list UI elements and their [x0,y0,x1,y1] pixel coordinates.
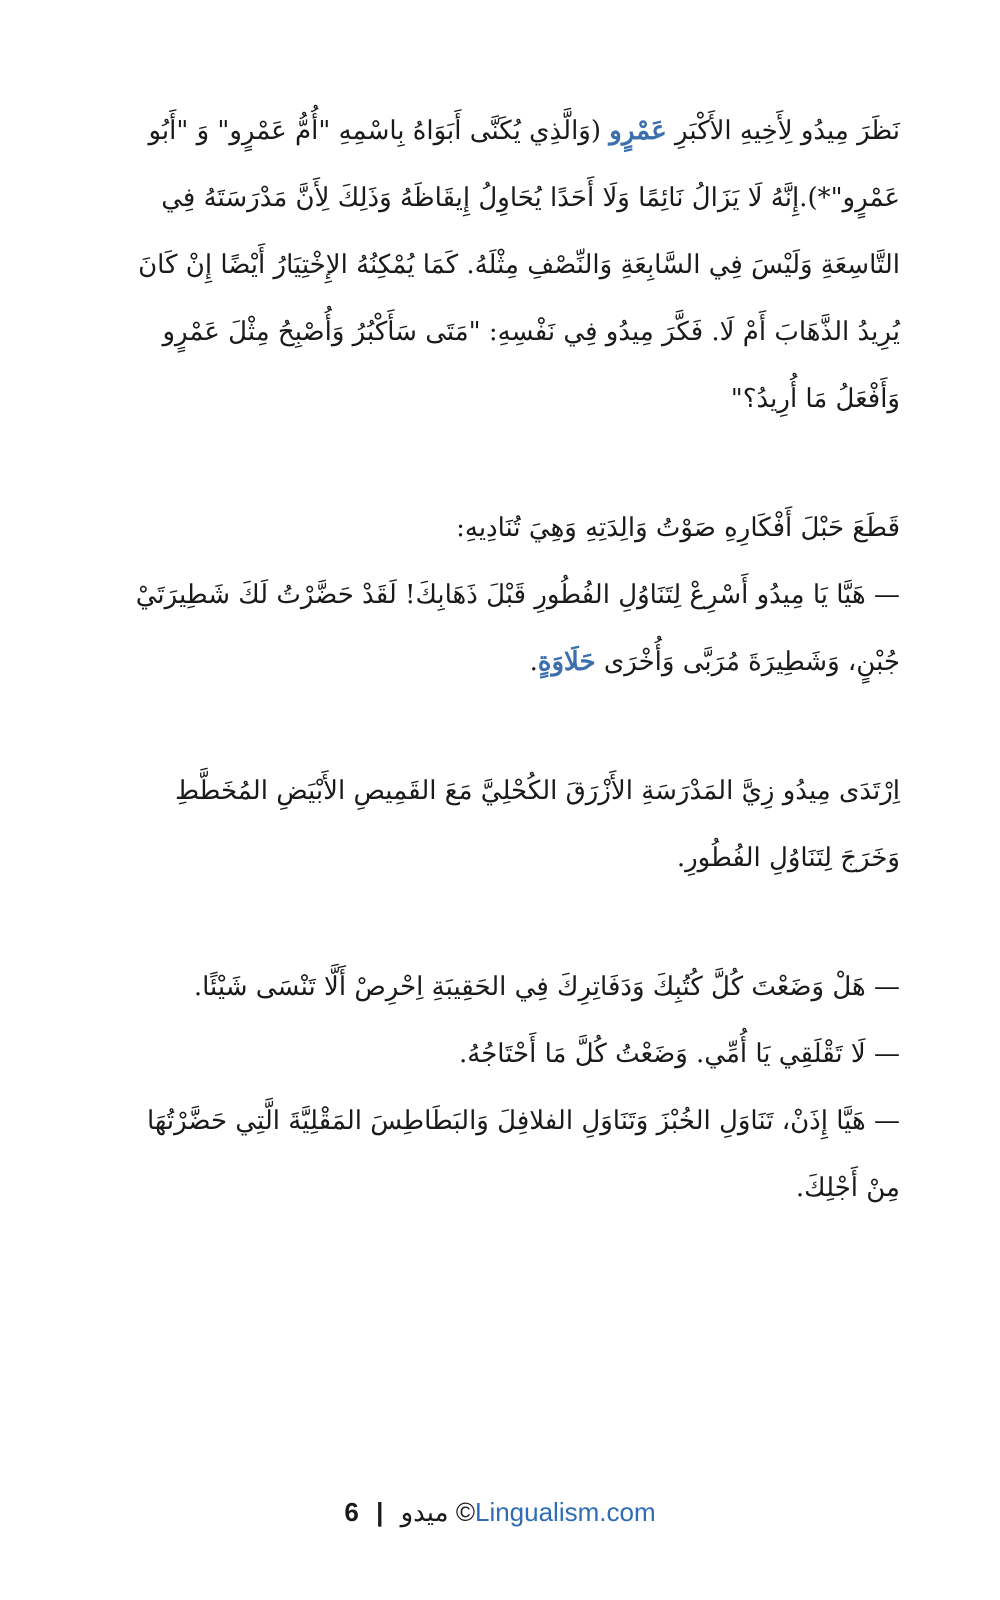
dialogue-line-1: — هَلْ وَضَعْتَ كُلَّ كُتُبِكَ وَدَفَاتِرِكَ فِي الحَقِيبَةِ اِحْرِصْ أَلَّا تَنْسَى شَيْئًا. [193,972,900,1002]
page-body [108,98,900,1222]
page-number: 6 [344,1497,359,1527]
footer-separator: | [376,1497,384,1527]
paragraph-3 [108,562,900,696]
paragraph-3-text-b: . [529,647,538,677]
paragraph-1-text-a: نَظَرَ مِيدُو لِأَخِيهِ الأَكْبَرِ [666,116,900,146]
dialogue-line-3: — هَيَّا إِذَنْ، تَنَاوَلِ الخُبْزَ وَتَنَاوَلِ الفلافِلَ وَالبَطَاطِسَ المَقْلِيَّةَ الَّتِي حَضَّرْتُهَا مِنْ أَجْلِكَ. [146,1106,900,1203]
book-title: ميدو [400,1497,449,1527]
paragraph-3-text-a: — هَيَّا يَا مِيدُو أَسْرِعْ لِتَنَاوُلِ الفُطُورِ قَبْلَ ذَهَابِكَ! لَقَدْ حَضَّرْتُ لَكَ شَطِيرَتَيْ جُبْنٍ، وَشَطِيرَةَ مُرَبَّى وَأُخْرَى [135,580,900,677]
paragraph-2: قَطَعَ حَبْلَ أَفْكَارِهِ صَوْتُ وَالِدَتِهِ وَهِيَ تُنَادِيهِ: [456,513,900,543]
highlighted-word-halawa: حَلَاوَةٍ [537,647,596,677]
paragraph-4: اِرْتَدَى مِيدُو زِيَّ المَدْرَسَةِ الأَزْرَقَ الكُحْلِيَّ مَعَ القَمِيصِ الأَبْيَضِ المُخَطَّطِ وَخَرَجَ لِتَنَاوُلِ الفُطُورِ. [174,776,900,873]
site-link[interactable]: Lingualism.com [474,1497,656,1527]
page-footer [0,1497,1000,1528]
paragraph-1-text-b: (وَالَّذِي يُكَنَّى أَبَوَاهُ بِاسْمِهِ "أُمُّ عَمْرٍو" وَ "أَبُو عَمْرٍو"*).إِنَّهُ لَا يَزَالُ نَائِمًا وَلَا أَحَدًا يُحَاوِلُ إِيقَاظَهُ وَذَلِكَ لِأَنَّ مَدْرَسَتَهُ فِي التَّاسِعَةِ وَلَيْسَ فِي السَّابِعَةِ وَالنِّصْفِ مِثْلَهُ. كَمَا يُمْكِنُهُ الإِخْتِيَارُ أَيْضًا إِنْ كَانَ يُرِيدُ الذَّهَابَ أَمْ لَا. فَكَّرَ مِيدُو فِي نَفْسِهِ: "مَتَى سَأَكْبُرُ وَأُصْبِحُ مِثْلَ عَمْرٍو وَأَفْعَلُ مَا أُرِيدُ؟" [138,116,900,414]
paragraph-1 [108,98,900,433]
dialogue-line-2: — لَا تَقْلَقِي يَا أُمِّي. وَضَعْتُ كُلَّ مَا أَحْتَاجُهُ. [459,1039,900,1069]
highlighted-word-amr: عَمْرٍو [609,116,667,146]
copyright-symbol: © [455,1497,475,1527]
